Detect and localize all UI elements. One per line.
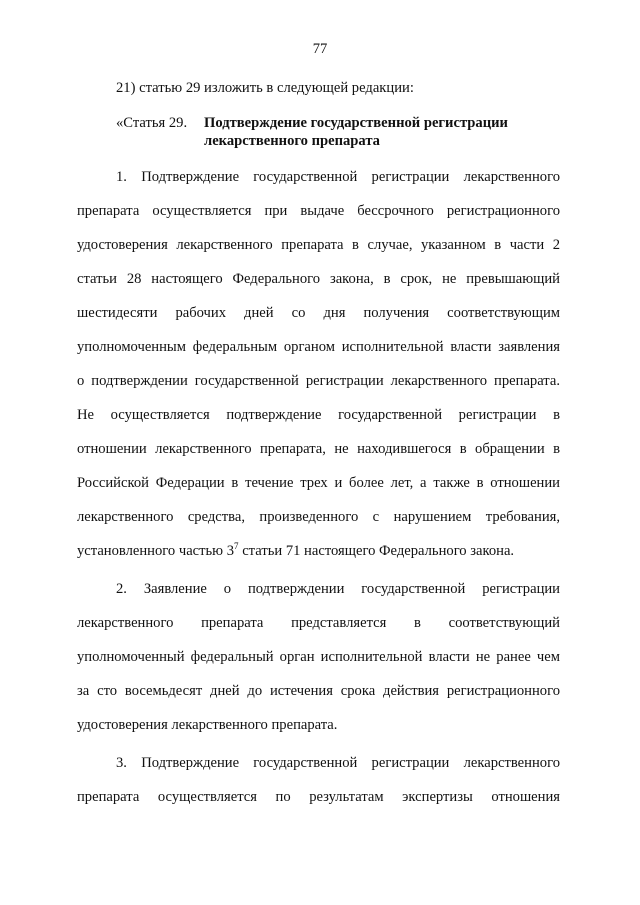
paragraph-line: уполномоченный федеральный орган исполнительной власти не ранее чем <box>77 649 560 665</box>
paragraph-line: уполномоченным федеральным органом исполнительной власти заявления <box>77 339 560 355</box>
article-title-line: лекарственного препарата <box>204 133 380 149</box>
amendment-intro: 21) статью 29 изложить в следующей редакции: <box>116 80 414 96</box>
paragraph-line: о подтверждении государственной регистрации лекарственного препарата. <box>77 373 560 389</box>
paragraph-line: лекарственного препарата представляется в соответствующий <box>77 615 560 631</box>
paragraph-line: удостоверения лекарственного препарата в случае, указанном в части 2 <box>77 237 560 253</box>
page-number: 77 <box>312 41 328 57</box>
paragraph-line: препарата осуществляется при выдаче бессрочного регистрационного <box>77 203 560 219</box>
article-label: «Статья 29. <box>116 115 188 131</box>
paragraph-line: отношении лекарственного препарата, не находившегося в обращении в <box>77 441 560 457</box>
article-title-line: Подтверждение государственной регистрации <box>204 115 508 131</box>
text-segment: установленного частью 3 <box>77 543 235 559</box>
paragraph-line: статьи 28 настоящего Федерального закона, в срок, не превышающий <box>77 271 560 287</box>
paragraph-line: 2. Заявление о подтверждении государственной регистрации <box>116 581 560 597</box>
paragraph-line: 1. Подтверждение государственной регистрации лекарственного <box>116 169 560 185</box>
text-segment: статьи 71 настоящего Федерального закона. <box>238 543 515 559</box>
paragraph-line: Российской Федерации в течение трех и более лет, а также в отношении <box>77 475 560 491</box>
paragraph-last-line: удостоверения лекарственного препарата. <box>77 717 338 733</box>
paragraph-line: Не осуществляется подтверждение государственной регистрации в <box>77 407 560 423</box>
paragraph-line: за сто восемьдесят дней до истечения срока действия регистрационного <box>77 683 560 699</box>
paragraph-line: 3. Подтверждение государственной регистрации лекарственного <box>116 755 560 771</box>
paragraph-line: препарата осуществляется по результатам экспертизы отношения <box>77 789 560 805</box>
article-title <box>204 114 534 150</box>
paragraph-line: шестидесяти рабочих дней со дня получения соответствующим <box>77 305 560 321</box>
superscript-index: 7 <box>234 541 239 551</box>
paragraph-line: лекарственного средства, произведенного с нарушением требования, <box>77 509 560 525</box>
paragraph-last-line <box>77 542 514 560</box>
